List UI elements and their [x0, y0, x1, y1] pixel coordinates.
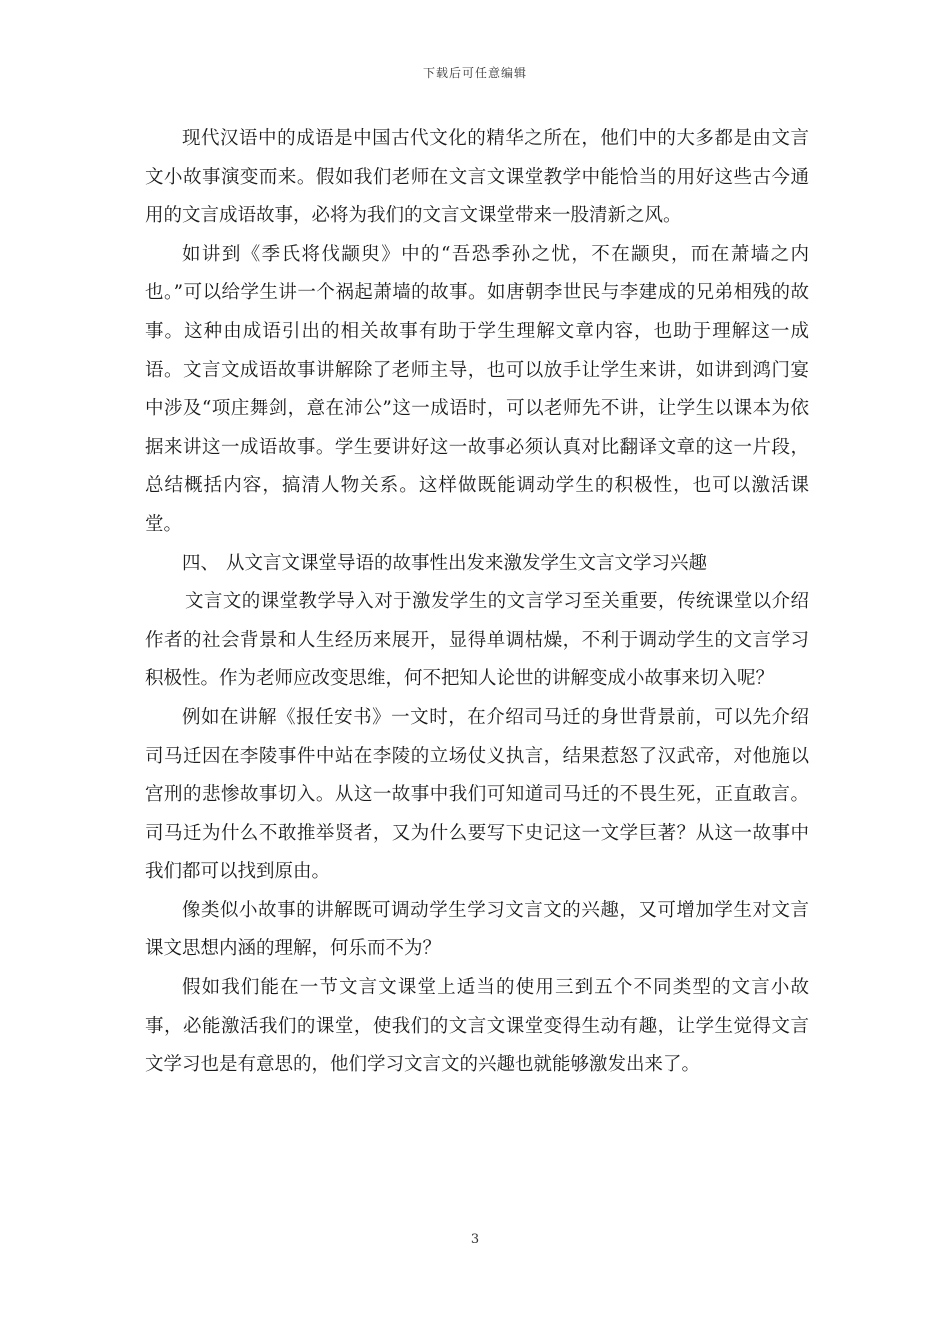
- section-heading-number: 四、: [182, 552, 220, 574]
- paragraph-conclusion: 假如我们能在一节文言文课堂上适当的使用三到五个不同类型的文言小故事，必能激活我们的课堂，使我们的文言文课堂变得生动有趣，让学生觉得文言文学习也是有意思的，他们学习文言文的兴趣也就能够激发出来了。: [145, 977, 809, 1076]
- paragraph-idioms-example: 如讲到《季氏将伐颛臾》中的“吾恐季孙之忧，不在颛臾，而在萧墙之内也。”可以给学生讲一个祸起萧墙的故事。如唐朝李世民与李建成的兄弟相残的故事。这种由成语引出的相关故事有助于学生理解文章内容，也助于理解这一成语。文言文成语故事讲解除了老师主导，也可以放手让学生来讲，如讲到鸿门宴中涉及“项庄舞剑，意在沛公”这一成语时，可以老师先不讲，让学生以课本为依据来讲这一成语故事。学生要讲好这一故事必须认真对比翻译文章的这一片段，总结概括内容，搞清人物关系。这样做既能调动学生的积极性，也可以激活课堂。: [145, 243, 809, 535]
- paragraph-idioms-intro: 现代汉语中的成语是中国古代文化的精华之所在，他们中的大多都是由文言文小故事演变而来。假如我们老师在文言文课堂教学中能恰当的用好这些古今通用的文言成语故事，必将为我们的文言文课堂带来一股清新之风。: [145, 128, 809, 227]
- page-header: 下载后可任意编辑: [422, 66, 527, 80]
- paragraph-story-benefit: 像类似小故事的讲解既可调动学生学习文言文的兴趣，又可增加学生对文言课文思想内涵的理解，何乐而不为？: [145, 899, 809, 960]
- paragraph-intro-importance: 文言文的课堂教学导入对于激发学生的文言学习至关重要，传统课堂以介绍作者的社会背景和人生经历来展开，显得单调枯燥，不利于调动学生的文言学习积极性。作为老师应改变思维，何不把知人论世的讲解变成小故事来切入呢？: [145, 591, 809, 690]
- document-body: [145, 120, 809, 1085]
- section-heading: [145, 545, 809, 584]
- page-number: 3: [470, 1232, 480, 1247]
- paragraph-intro-example: 例如在讲解《报任安书》一文时，在介绍司马迁的身世背景前，可以先介绍司马迁因在李陵事件中站在李陵的立场仗义执言，结果惹怒了汉武帝，对他施以宫刑的悲惨故事切入。从这一故事中我们可知道司马迁的不畏生死，正直敢言。司马迁为什么不敢推举贤者，又为什么要写下史记这一文学巨著？从这一故事中我们都可以找到原由。: [145, 706, 809, 883]
- section-heading-title: 从文言文课堂导语的故事性出发来激发学生文言文学习兴趣: [226, 552, 708, 574]
